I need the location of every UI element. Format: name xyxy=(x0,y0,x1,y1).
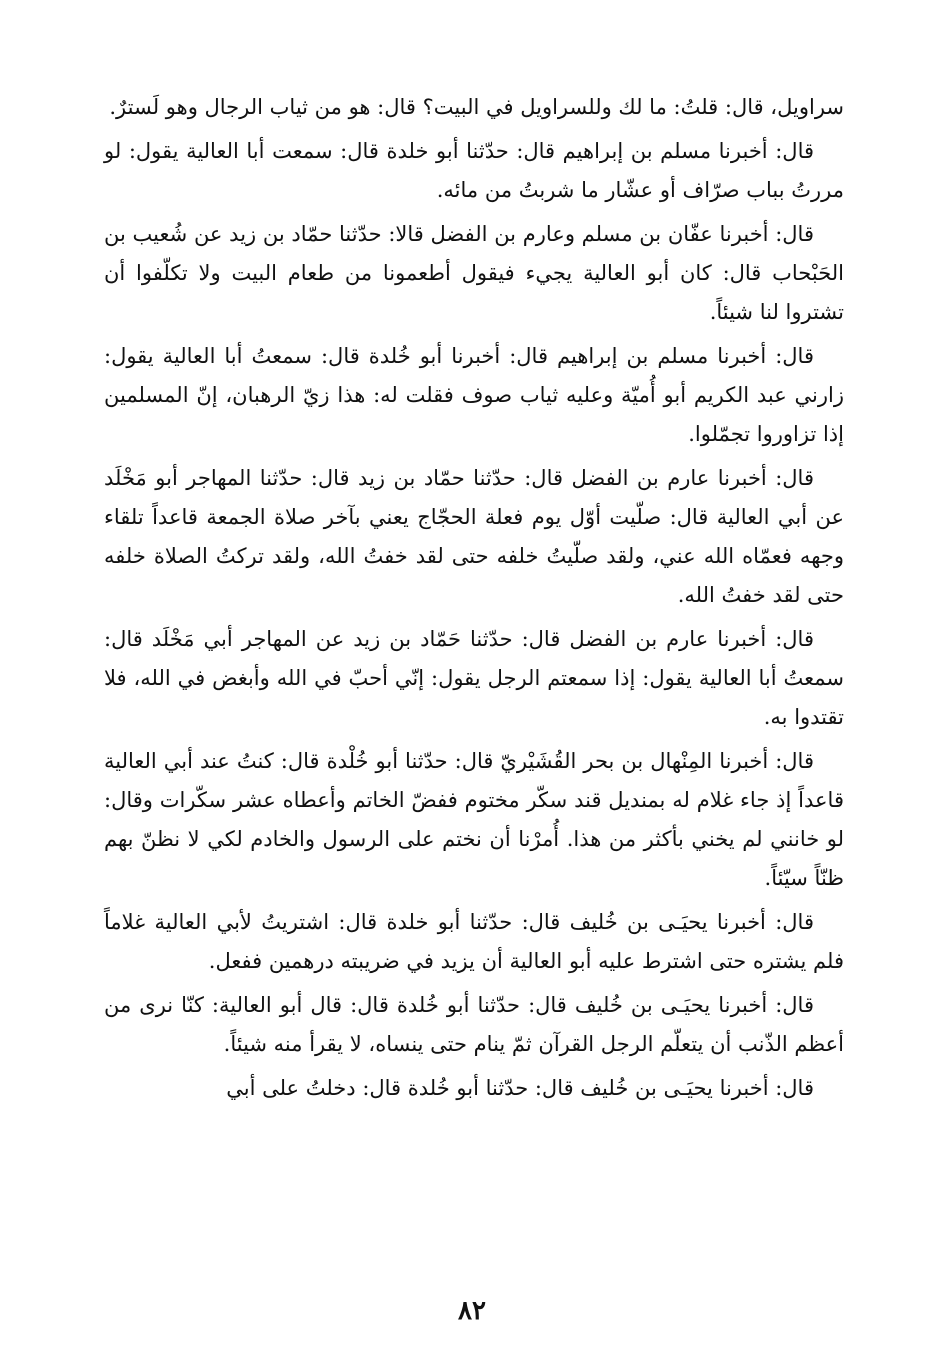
paragraph-5: قال: أخبرنا عارم بن الفضل قال: حدّثنا حمّاد بن زيد قال: حدّثنا المهاجر أبو مَخْلَد عن أبي العالية قال: صلّيت أوّل يوم فعلة الحجّاج يعني بآخر صلاة الجمعة قاعداً تلقاء وجهه فعمّاه الله عني، ولقد صلّيتُ خلفه حتى لقد خفتُ الله، ولقد تركتُ الصلاة خلفه حتى لقد خفتُ الله. xyxy=(104,466,844,607)
paragraph-8: قال: أخبرنا يحيَـى بن خُليف قال: حدّثنا أبو خلدة قال: اشتريتُ لأبي العالية غلاماً فلم يشتره حتى اشترط عليه أبو العالية أن يزيد في ضريبته درهمين ففعل. xyxy=(104,910,844,973)
paragraph-6: قال: أخبرنا عارم بن الفضل قال: حدّثنا حَمّاد بن زيد عن المهاجر أبي مَخْلَد قال: سمعتُ أبا العالية يقول: إذا سمعتم الرجل يقول: إنّي أحبّ في الله وأبغض في الله، فلا تقتدوا به. xyxy=(104,627,844,729)
paragraph-4: قال: أخبرنا مسلم بن إبراهيم قال: أخبرنا أبو خُلدة قال: سمعتُ أبا العالية يقول: زارني عبد الكريم أبو أُميّة وعليه ثياب صوف فقلت له: هذا زيّ الرهبان، إنّ المسلمين إذا تزاوروا تجمّلوا. xyxy=(104,344,844,446)
paragraph-10: قال: أخبرنا يحيَـى بن خُليف قال: حدّثنا أبو خُلدة قال: دخلتُ على أبي xyxy=(226,1076,814,1100)
page-number: ٨٢ xyxy=(458,1296,486,1326)
paragraph-2: قال: أخبرنا مسلم بن إبراهيم قال: حدّثنا أبو خلدة قال: سمعت أبا العالية يقول: لو مررتُ بباب صرّاف أو عشّار ما شربتُ من مائه. xyxy=(104,139,844,202)
paragraph-1: سراويل، قال: قلتُ: ما لك وللسراويل في البيت؟ قال: هو من ثياب الرجال وهو لَسترٌ. xyxy=(109,95,844,119)
paragraph-9: قال: أخبرنا يحيَـى بن خُليف قال: حدّثنا أبو خُلدة قال: قال أبو العالية: كنّا نرى من أعظم الذّنب أن يتعلّم الرجل القرآن ثمّ ينام حتى ينساه، لا يقرأ منه شيئاً. xyxy=(104,993,844,1056)
paragraph-7: قال: أخبرنا المِنْهال بن بحر القُشَيْريّ قال: حدّثنا أبو خُلْدة قال: كنتُ عند أبي العالية قاعداً إذ جاء غلام له بمنديل قند سكّر مختوم ففضّ الخاتم وأعطاه عشر سكّرات وقال: لو خانني لم يخني بأكثر من هذا. أُمرْنا أن نختم على الرسول والخادم لكي لا نظنّ بهم ظنّاً سيّئاً. xyxy=(104,749,844,890)
page-body xyxy=(104,88,844,1113)
paragraph-3: قال: أخبرنا عفّان بن مسلم وعارم بن الفضل قالا: حدّثنا حمّاد بن زيد عن شُعيب بن الحَبْحاب قال: كان أبو العالية يجيء فيقول أطعمونا من طعام البيت ولا تكلّفوا أن تشتروا لنا شيئاً. xyxy=(104,222,844,324)
